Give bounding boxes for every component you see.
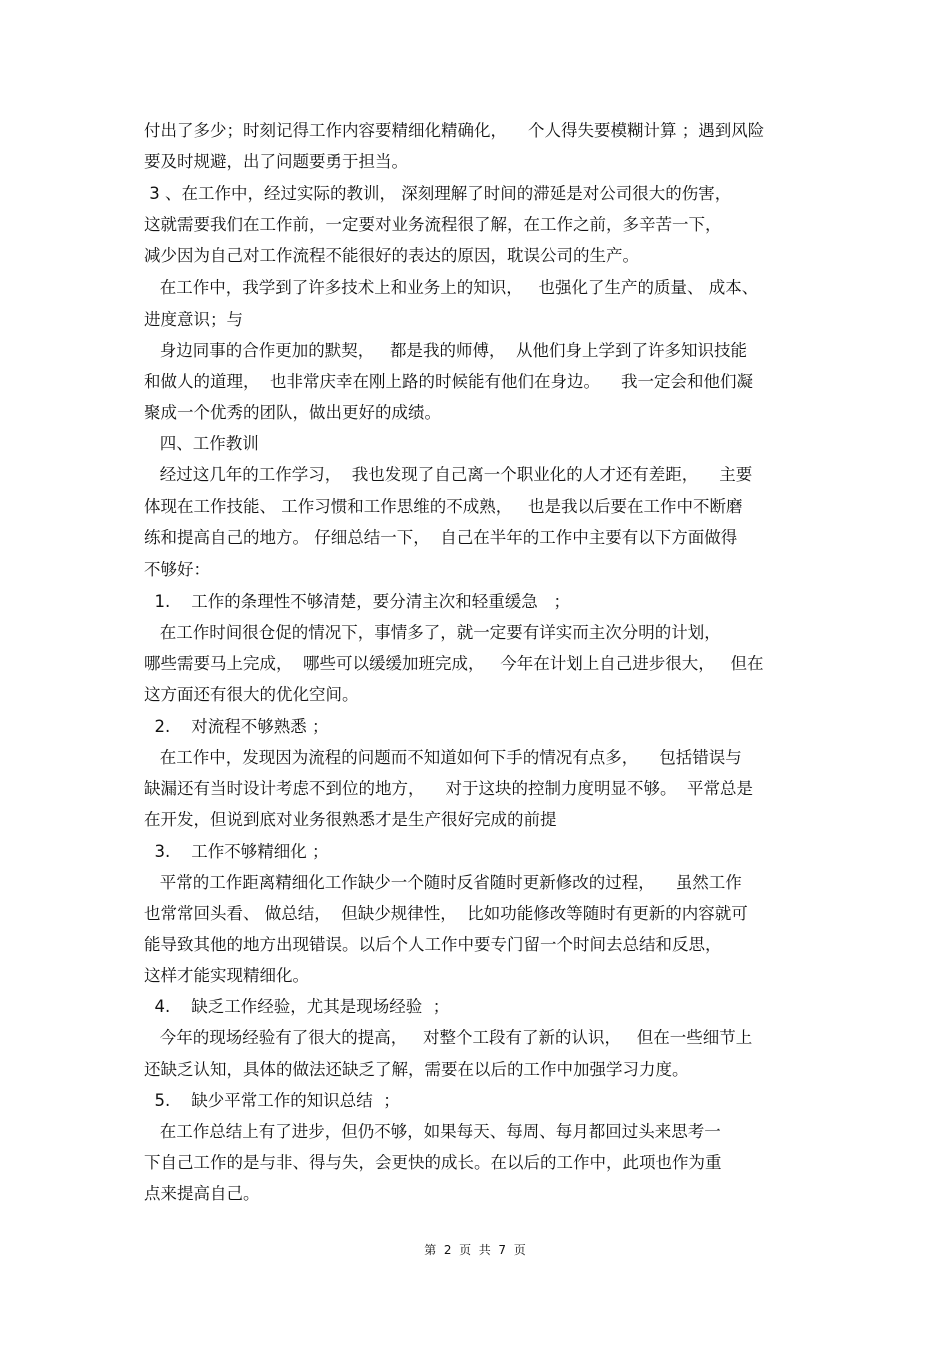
text-line: 在工作时间很仓促的情况下，事情多了，就一定要有详实而主次分明的计划， bbox=[144, 623, 721, 642]
text-line: 这样才能实现精细化。 bbox=[144, 966, 309, 985]
text-line: 和做人的道理， 也非常庆幸在刚上路的时候能有他们在身边。 我一定会和他们凝 bbox=[144, 372, 753, 391]
text-line: 不够好： bbox=[144, 560, 210, 579]
text-line: 身边同事的合作更加的默契， 都是我的师傅， 从他们身上学到了许多知识技能 bbox=[144, 341, 747, 360]
text-line: 要及时规避，出了问题要勇于担当。 bbox=[144, 152, 408, 171]
text-line: 体现在工作技能、 工作习惯和工作思维的不成熟， 也是我以后要在工作中不断磨 bbox=[144, 497, 743, 516]
text-line: 在工作中，发现因为流程的问题而不知道如何下手的情况有点多， 包括错误与 bbox=[144, 748, 742, 767]
list-item: 1. 工作的条理性不够清楚，要分清主次和轻重缓急 ； bbox=[144, 592, 570, 611]
text-line: 在工作总结上有了进步，但仍不够，如果每天、每周、每月都回过头来思考一 bbox=[144, 1122, 721, 1141]
text-line: 这方面还有很大的优化空间。 bbox=[144, 685, 359, 704]
text-line: 聚成一个优秀的团队，做出更好的成绩。 bbox=[144, 403, 441, 422]
text-line: 在开发，但说到底对业务很熟悉才是生产很好完成的前提 bbox=[144, 810, 557, 829]
text-line: 平常的工作距离精细化工作缺少一个随时反省随时更新修改的过程， 虽然工作 bbox=[144, 873, 742, 892]
text-line: 减少因为自己对工作流程不能很好的表达的原因，耽误公司的生产。 bbox=[144, 246, 639, 265]
list-item: 2. 对流程不够熟悉 ； bbox=[144, 717, 329, 736]
section-heading: 四、工作教训 bbox=[144, 434, 259, 453]
text-line: 付出了多少；时刻记得工作内容要精细化精确化， 个人得失要模糊计算 ；遇到风险 bbox=[144, 121, 765, 140]
text-line: 进度意识；与 bbox=[144, 310, 243, 329]
text-line: 3 、在工作中，经过实际的教训， 深刻理解了时间的滞延是对公司很大的伤害， bbox=[144, 184, 732, 203]
text-line: 在工作中，我学到了许多技术上和业务上的知识， 也强化了生产的质量、 成本、 bbox=[144, 278, 759, 297]
text-line: 今年的现场经验有了很大的提高， 对整个工段有了新的认识， 但在一些细节上 bbox=[144, 1028, 753, 1047]
text-line: 也常常回头看、 做总结， 但缺少规律性， 比如功能修改等随时有更新的内容就可 bbox=[144, 904, 748, 923]
list-item: 5. 缺少平常工作的知识总结 ； bbox=[144, 1091, 400, 1110]
text-line: 经过这几年的工作学习， 我也发现了自己离一个职业化的人才还有差距， 主要 bbox=[144, 465, 753, 484]
text-line: 这就需要我们在工作前，一定要对业务流程很了解，在工作之前，多辛苦一下， bbox=[144, 215, 722, 234]
list-item: 4. 缺乏工作经验，尤其是现场经验 ； bbox=[144, 997, 450, 1016]
text-line: 哪些需要马上完成， 哪些可以缓缓加班完成， 今年在计划上自己进步很大， 但在 bbox=[144, 654, 764, 673]
text-line: 下自己工作的是与非、得与失，会更快的成长。在以后的工作中，此项也作为重 bbox=[144, 1153, 722, 1172]
text-line: 能导致其他的地方出现错误。以后个人工作中要专门留一个时间去总结和反思， bbox=[144, 935, 722, 954]
text-line: 练和提高自己的地方。 仔细总结一下， 自己在半年的工作中主要有以下方面做得 bbox=[144, 528, 738, 547]
list-item: 3. 工作不够精细化 ； bbox=[144, 842, 329, 861]
text-line: 点来提高自己。 bbox=[144, 1184, 260, 1203]
text-line: 还缺乏认知，具体的做法还缺乏了解，需要在以后的工作中加强学习力度。 bbox=[144, 1060, 689, 1079]
page-footer: 第 2 页 共 7 页 bbox=[424, 1243, 526, 1257]
text-line: 缺漏还有当时设计考虑不到位的地方， 对于这块的控制力度明显不够。 平常总是 bbox=[144, 779, 753, 798]
